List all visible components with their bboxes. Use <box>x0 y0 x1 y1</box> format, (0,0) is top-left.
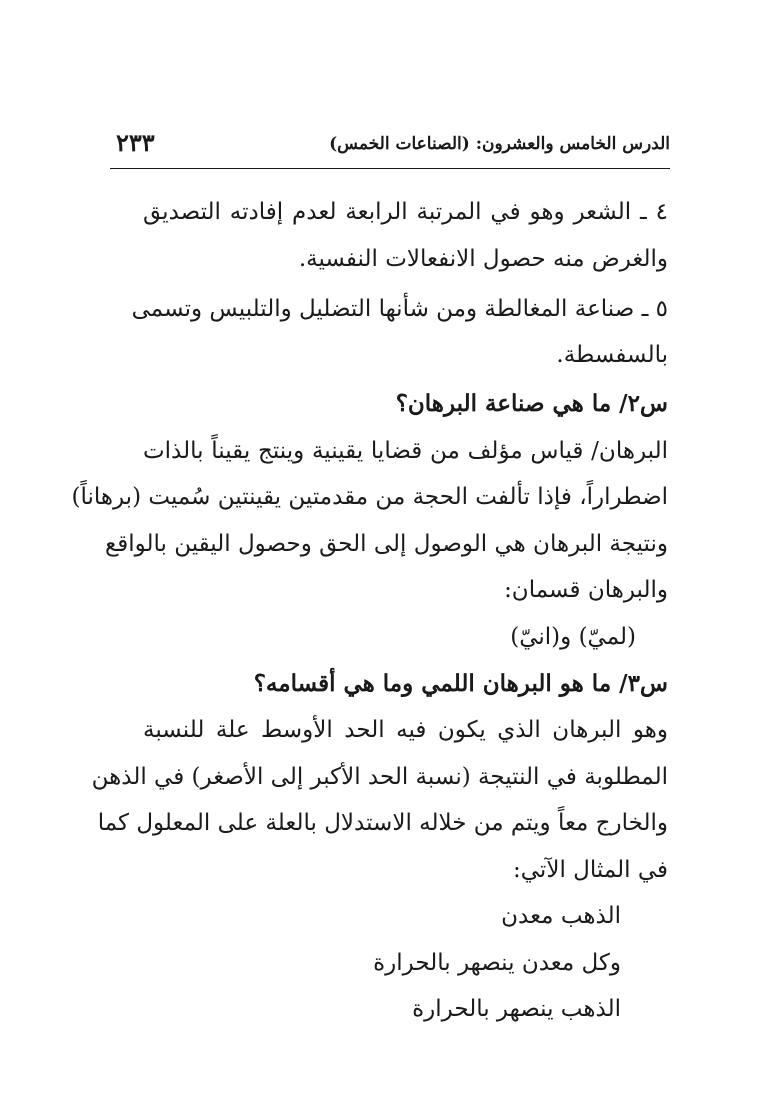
body-line: وهو البرهان الذي يكون فيه الحد الأوسط علة للنسبة <box>143 717 668 743</box>
page-number: ٢٣٣ <box>116 128 155 157</box>
body-line: ونتيجة البرهان هي الوصول إلى الحق وحصول اليقين بالواقع <box>104 531 668 557</box>
example-line: وكل معدن ينصهر بالحرارة <box>373 950 621 976</box>
example-line: الذهب معدن <box>501 903 621 929</box>
page-header <box>110 126 670 164</box>
question-heading: س٢/ ما هي صناعة البرهان؟ <box>395 390 668 417</box>
body-line: البرهان/ قياس مؤلف من قضايا يقينية وينتج يقيناً بالذات <box>143 438 668 464</box>
body-line: اضطراراً، فإذا تألفت الحجة من مقدمتين يقينتين سُميت (برهاناً) <box>71 484 668 510</box>
body-line: ٥ ـ صناعة المغالطة ومن شأنها التضليل والتلبيس وتسمى <box>131 296 668 322</box>
body-line: في المثال الآتي: <box>513 857 668 883</box>
body-line: والغرض منه حصول الانفعالات النفسية. <box>298 246 668 272</box>
header-rule <box>110 168 670 169</box>
body-line: المطلوبة في النتيجة (نسبة الحد الأكبر إلى الأصغر) في الذهن <box>91 764 668 790</box>
example-line: الذهب ينصهر بالحرارة <box>412 996 621 1022</box>
body-line: والخارج معاً ويتم من خلاله الاستدلال بالعلة على المعلول كما <box>97 810 668 836</box>
body-line: بالسفسطة. <box>556 342 668 368</box>
body-line: (لميّ) و(انيّ) <box>510 624 636 650</box>
body-line: والبرهان قسمان: <box>504 577 668 603</box>
body-line: ٤ ـ الشعر وهو في المرتبة الرابعة لعدم إفادته التصديق <box>143 199 668 225</box>
running-title: الدرس الخامس والعشرون: (الصناعات الخمس) <box>329 134 670 154</box>
question-heading: س٣/ ما هو البرهان اللمي وما هي أقسامه؟ <box>253 670 668 697</box>
